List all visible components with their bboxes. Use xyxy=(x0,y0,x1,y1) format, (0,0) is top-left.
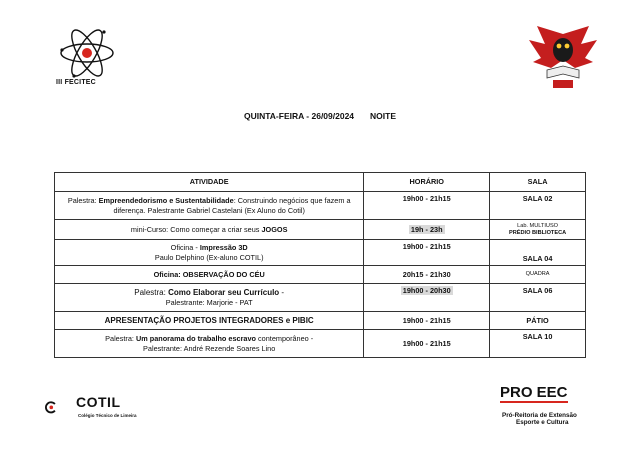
header-room: SALA xyxy=(490,173,586,192)
activity-cell: mini-Curso: Como começar a criar seus JOGOS xyxy=(55,220,364,240)
table-row xyxy=(55,312,586,330)
activity-cell: Palestra: Empreendedorismo e Sustentabilidade: Construindo negócios que fazem a diferença. Palestrante Gabriel Castelani (Ex Aluno do Cotil) xyxy=(55,192,364,220)
time-cell: 19h00 - 20h30 xyxy=(364,284,490,312)
room-cell: QUADRA xyxy=(490,266,586,284)
activity-cell: Oficina: OBSERVAÇÃO DO CÉU xyxy=(55,266,364,284)
time-cell: 19h00 - 21h15 xyxy=(364,330,490,358)
table-row xyxy=(55,284,586,312)
time-cell: 20h15 - 21h30 xyxy=(364,266,490,284)
room-cell: SALA 06 xyxy=(490,284,586,312)
heading-day: QUINTA-FEIRA - 26/09/2024 xyxy=(243,111,355,121)
room-cell: SALA 10 xyxy=(490,330,586,358)
cotil-name: COTIL xyxy=(76,394,121,410)
table-row xyxy=(55,220,586,240)
schedule-table xyxy=(54,172,586,358)
table-row xyxy=(55,240,586,266)
room-cell: SALA 02 xyxy=(490,192,586,220)
room-cell: PÁTIO xyxy=(490,312,586,330)
time-cell: 19h00 - 21h15 xyxy=(364,312,490,330)
schedule-heading xyxy=(0,111,640,121)
time-cell: 19h - 23h xyxy=(364,220,490,240)
proeec-title: PRO EEC xyxy=(500,384,568,401)
activity-cell: Palestra: Como Elaborar seu Currículo - Palestrante: Marjorie - PAT xyxy=(55,284,364,312)
room-cell: Lab. MULTIUSO PRÉDIO BIBLIOTECA xyxy=(490,220,586,240)
time-cell: 19h00 - 21h15 xyxy=(364,240,490,266)
heading-period: NOITE xyxy=(370,111,397,121)
owl-logo xyxy=(525,24,601,94)
time-cell: 19h00 - 21h15 xyxy=(364,192,490,220)
header-activity: ATIVIDADE xyxy=(55,173,364,192)
table-row xyxy=(55,330,586,358)
header-time: HORÁRIO xyxy=(364,173,490,192)
proeec-line2: Esporte e Cultura xyxy=(516,419,569,426)
room-cell: SALA 04 xyxy=(490,240,586,266)
cotil-subtitle: Colégio Técnico de Limeira xyxy=(78,413,137,418)
activity-cell: Oficina - Impressão 3D Paulo Delphino (Ex-aluno COTIL) xyxy=(55,240,364,266)
table-header-row xyxy=(55,173,586,192)
table-row xyxy=(55,192,586,220)
activity-cell: Palestra: Um panorama do trabalho escravo contemporâneo - Palestrante: André Rezende Soares Lino xyxy=(55,330,364,358)
proeec-line1: Pró-Reitoria de Extensão xyxy=(502,412,577,419)
fecitec-label: III FECITEC xyxy=(56,79,96,86)
activity-cell: APRESENTAÇÃO PROJETOS INTEGRADORES e PIBIC xyxy=(55,312,364,330)
table-row xyxy=(55,266,586,284)
